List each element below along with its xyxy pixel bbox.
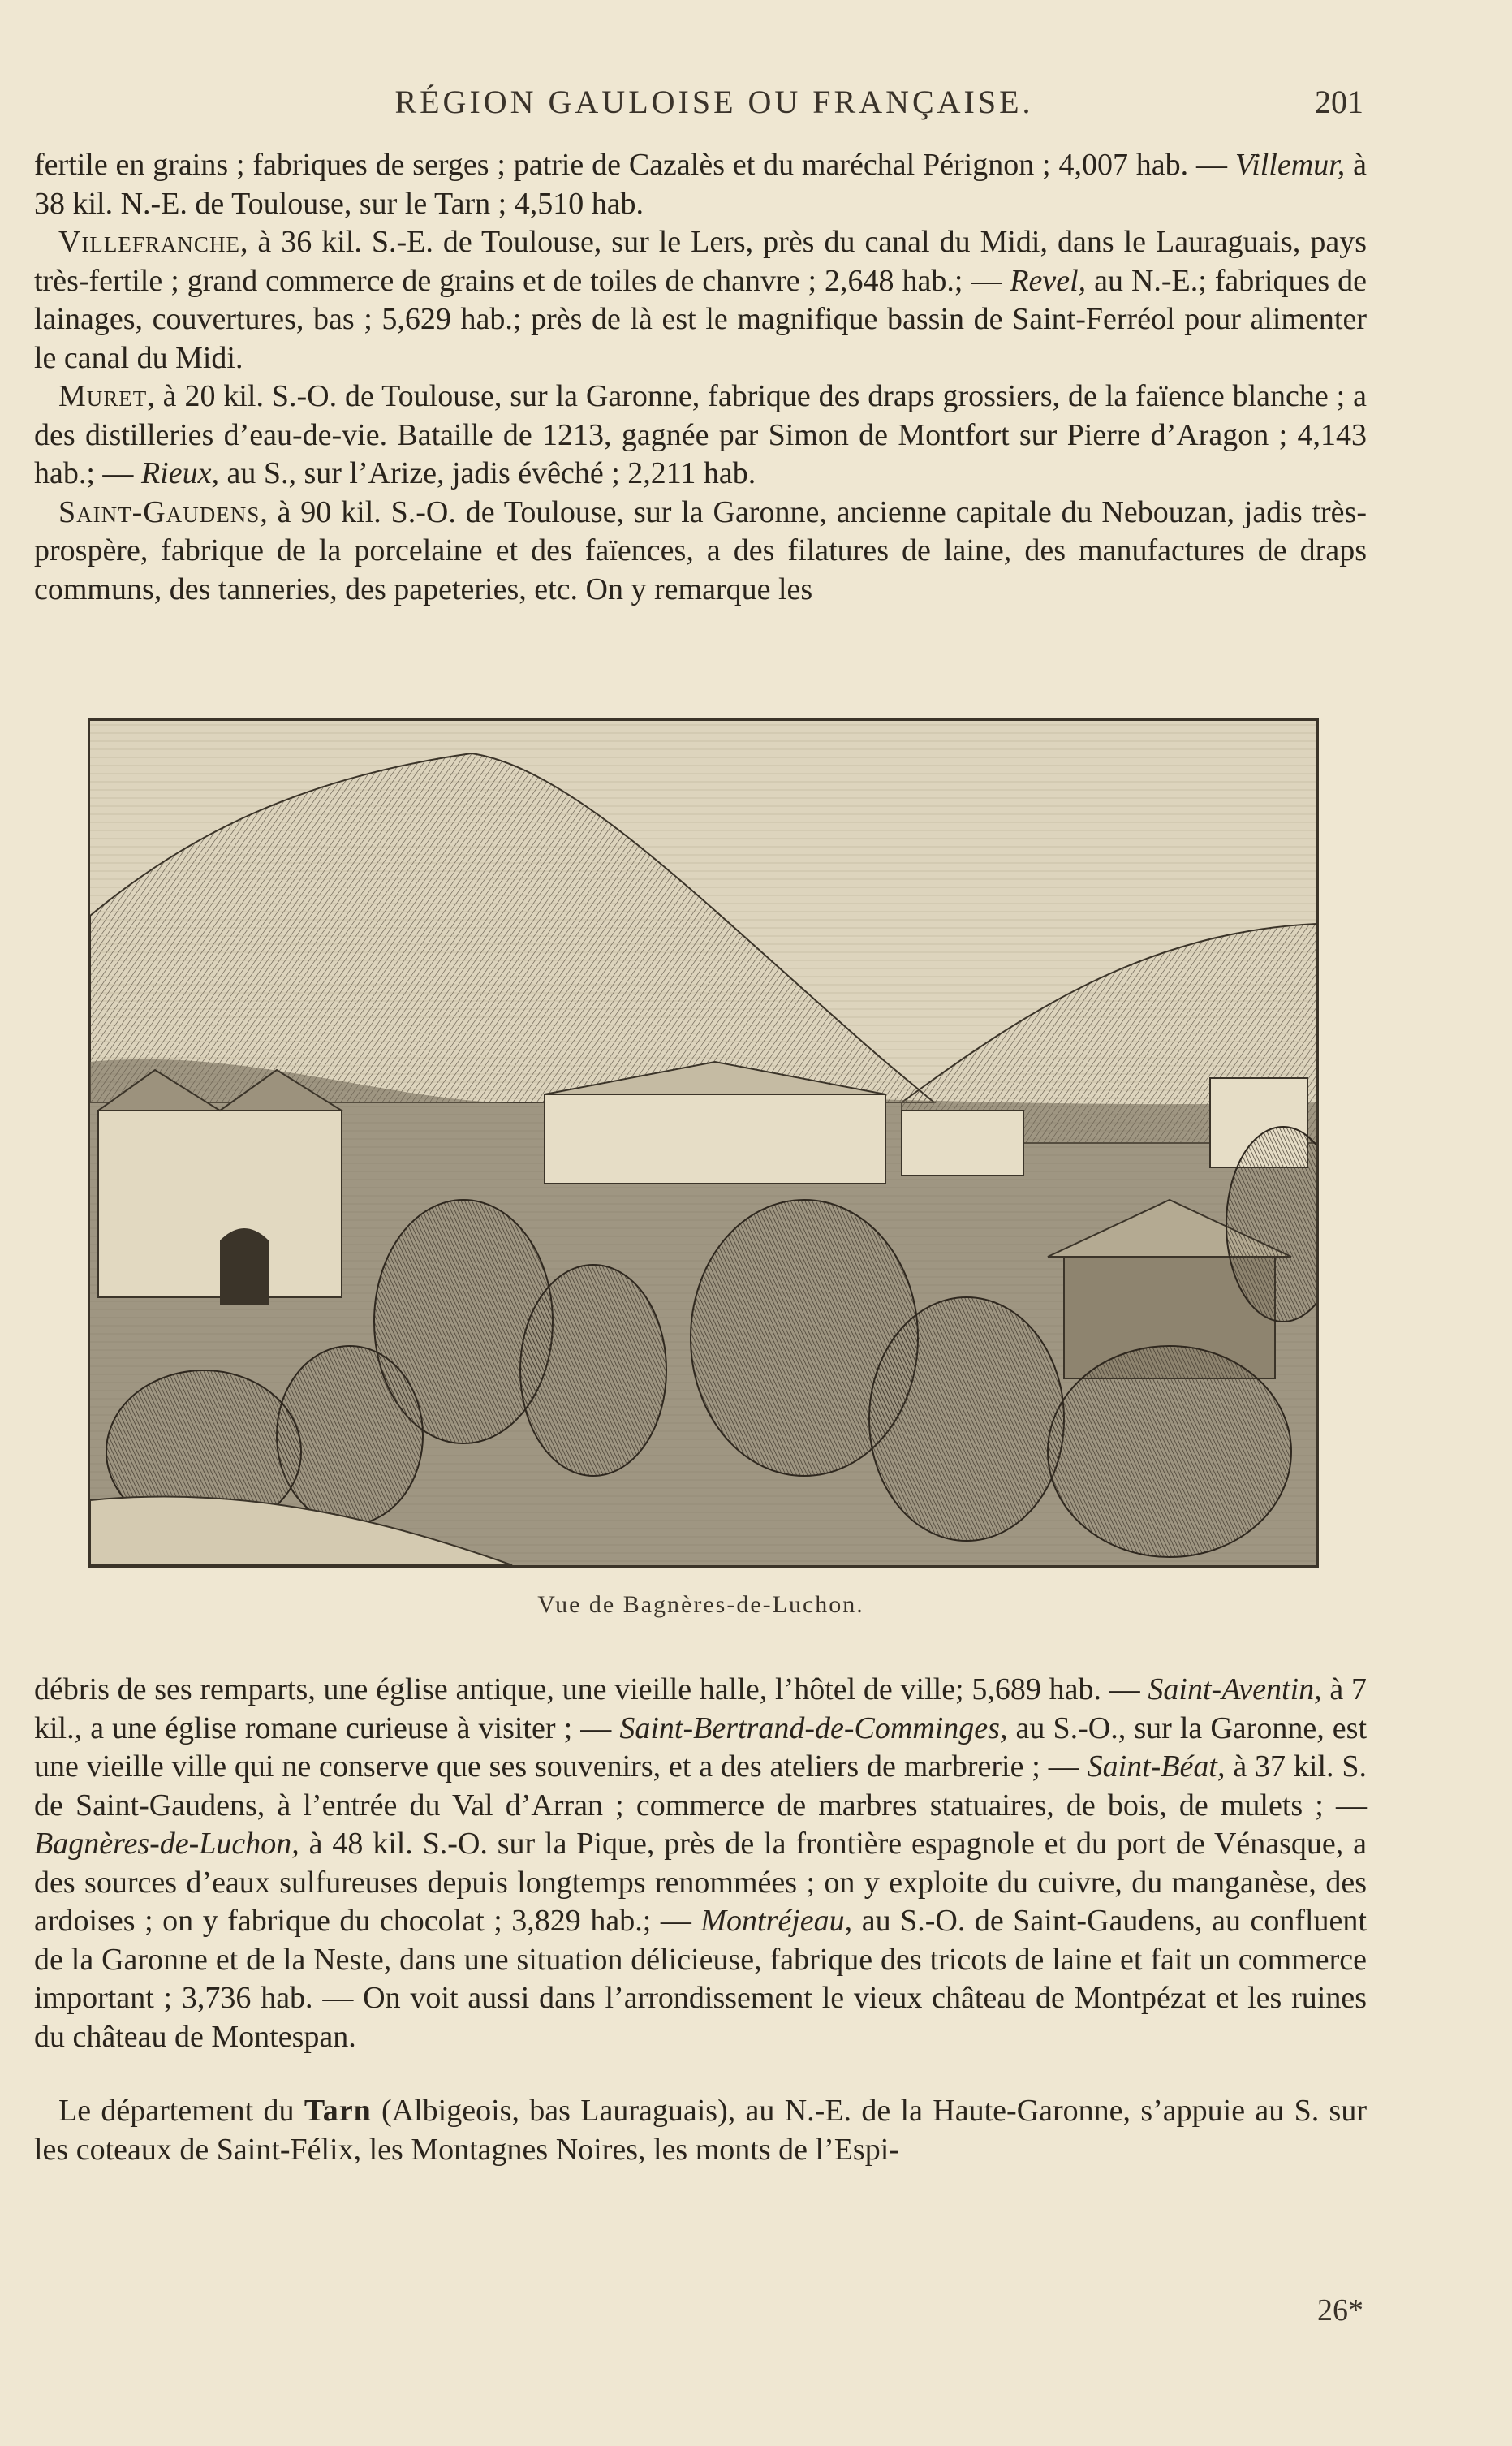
running-header — [0, 83, 1512, 132]
text-run: au S.-O. de Saint-Gaudens, au confluent de la Garonne et de la Neste, dans une situation délicieuse, fabrique des tricots de laine et fait un commerce important ; 3,736 hab. — On voit aussi dans l’arrondissement le vieux château de Montpézat et les ruines du château de Montespan. — [34, 1904, 1367, 2054]
text-run: au S., sur l’Arize, jadis évêché ; 2,211 hab. — [218, 456, 756, 490]
text-run: à 48 kil. S.-O. sur la Pique, près de la frontière espagnole et du port de Vénasque, a des sources d’eaux sulfureuses depuis longtemps renommées ; on y exploite du cuivre, du manganèse, des ardoises ; on y fabrique du chocolat ; 3,829 hab.; — — [34, 1827, 1367, 1938]
text-run: au N.-E.; fabriques de lainages, couvertures, bas ; 5,629 hab.; près de là est le magnifique bassin de Saint-Ferréol pour alimenter le canal du Midi. — [34, 263, 1367, 375]
place-name-villefranche: Villefranche — [58, 225, 240, 259]
text-run: , à 36 kil. S.-E. de Toulouse, sur le Lers, près du canal du Midi, dans le Lauraguais, pays très-fertile ; grand commerce de grains et de toiles de chanvre ; 2,648 hab.; — — [34, 225, 1367, 298]
text-run: Le département du — [58, 2094, 304, 2128]
text-run: , à 90 kil. S.-O. de Toulouse, sur la Garonne, ancienne capitale du Nebouzan, jadis très-prospère, fabrique de la porcelaine et des faïences, a des filatures de laine, des manufactures de draps communs, des tanneries, des papeteries, etc. On y remarque les — [34, 494, 1367, 606]
text-run: à 7 kil., a une église romane curieuse à visiter ; — — [34, 1672, 1367, 1745]
place-name-saint-aventin: Saint-Aventin, — [1148, 1672, 1322, 1706]
place-name-saint-bertrand: Saint-Bertrand-de-Comminges, — [619, 1710, 1008, 1745]
place-name-villemur: Villemur, — [1234, 148, 1346, 182]
text-run: à 37 kil. S. de Saint-Gaudens, à l’entrée du Val d’Arran ; commerce de marbres statuaires, de bois, de mulets ; — — [34, 1749, 1367, 1823]
engraving-illustration — [88, 718, 1319, 1568]
figure-caption: Vue de Bagnères-de-Luchon. — [537, 1591, 864, 1618]
place-name-muret: Muret — [58, 379, 148, 413]
paragraph-muret — [34, 377, 1367, 494]
top-text-block — [34, 146, 1367, 609]
running-title: RÉGION GAULOISE OU FRANÇAISE. — [394, 84, 1034, 120]
place-name-montrejeau: Montréjeau, — [700, 1904, 853, 1938]
paragraph-fertile — [34, 146, 1367, 223]
paragraph-villefranche — [34, 223, 1367, 377]
place-name-rieux: Rieux, — [140, 456, 219, 490]
text-run: à 38 kil. N.-E. de Toulouse, sur le Tarn ; 4,510 hab. — [34, 148, 1367, 221]
page-number: 201 — [1315, 84, 1363, 120]
place-name-revel: Revel, — [1010, 263, 1087, 298]
bottom-text-block — [34, 1671, 1367, 2169]
engraving-drawing — [90, 721, 1316, 1565]
text-run: débris de ses remparts, une église antique, une vieille halle, l’hôtel de ville; 5,689 hab. — — [34, 1672, 1148, 1706]
paragraph-saint-gaudens-continued — [34, 1671, 1367, 2056]
text-run: fertile en grains ; fabriques de serges ; patrie de Cazalès et du maréchal Pérignon ; 4,007 hab. — — [34, 148, 1235, 182]
text-run: au S.-O., sur la Garonne, est une vieille ville qui ne conserve que ses souvenirs, et a des ateliers de marbrerie ; — — [34, 1710, 1367, 1784]
signature-mark: 26* — [1317, 2293, 1363, 2327]
paragraph-saint-gaudens — [34, 494, 1367, 610]
department-name-tarn: Tarn — [304, 2094, 372, 2128]
paragraph-tarn — [34, 2092, 1367, 2169]
text-run: , à 20 kil. S.-O. de Toulouse, sur la Garonne, fabrique des draps grossiers, de la faïence blanche ; a des distilleries d’eau-de-vie. Bataille de 1213, gagnée par Simon de Montfort sur Pierre d’Aragon ; 4,143 hab.; — — [34, 379, 1367, 490]
place-name-bagneres-de-luchon: Bagnères-de-Luchon, — [34, 1827, 299, 1861]
text-run: (Albigeois, bas Lauraguais), au N.-E. de la Haute-Garonne, s’appuie au S. sur les coteaux de Saint-Félix, les Montagnes Noires, les monts de l’Espi- — [34, 2094, 1367, 2167]
place-name-saint-gaudens: Saint-Gaudens — [58, 494, 261, 529]
place-name-saint-beat: Saint-Béat, — [1087, 1749, 1226, 1784]
